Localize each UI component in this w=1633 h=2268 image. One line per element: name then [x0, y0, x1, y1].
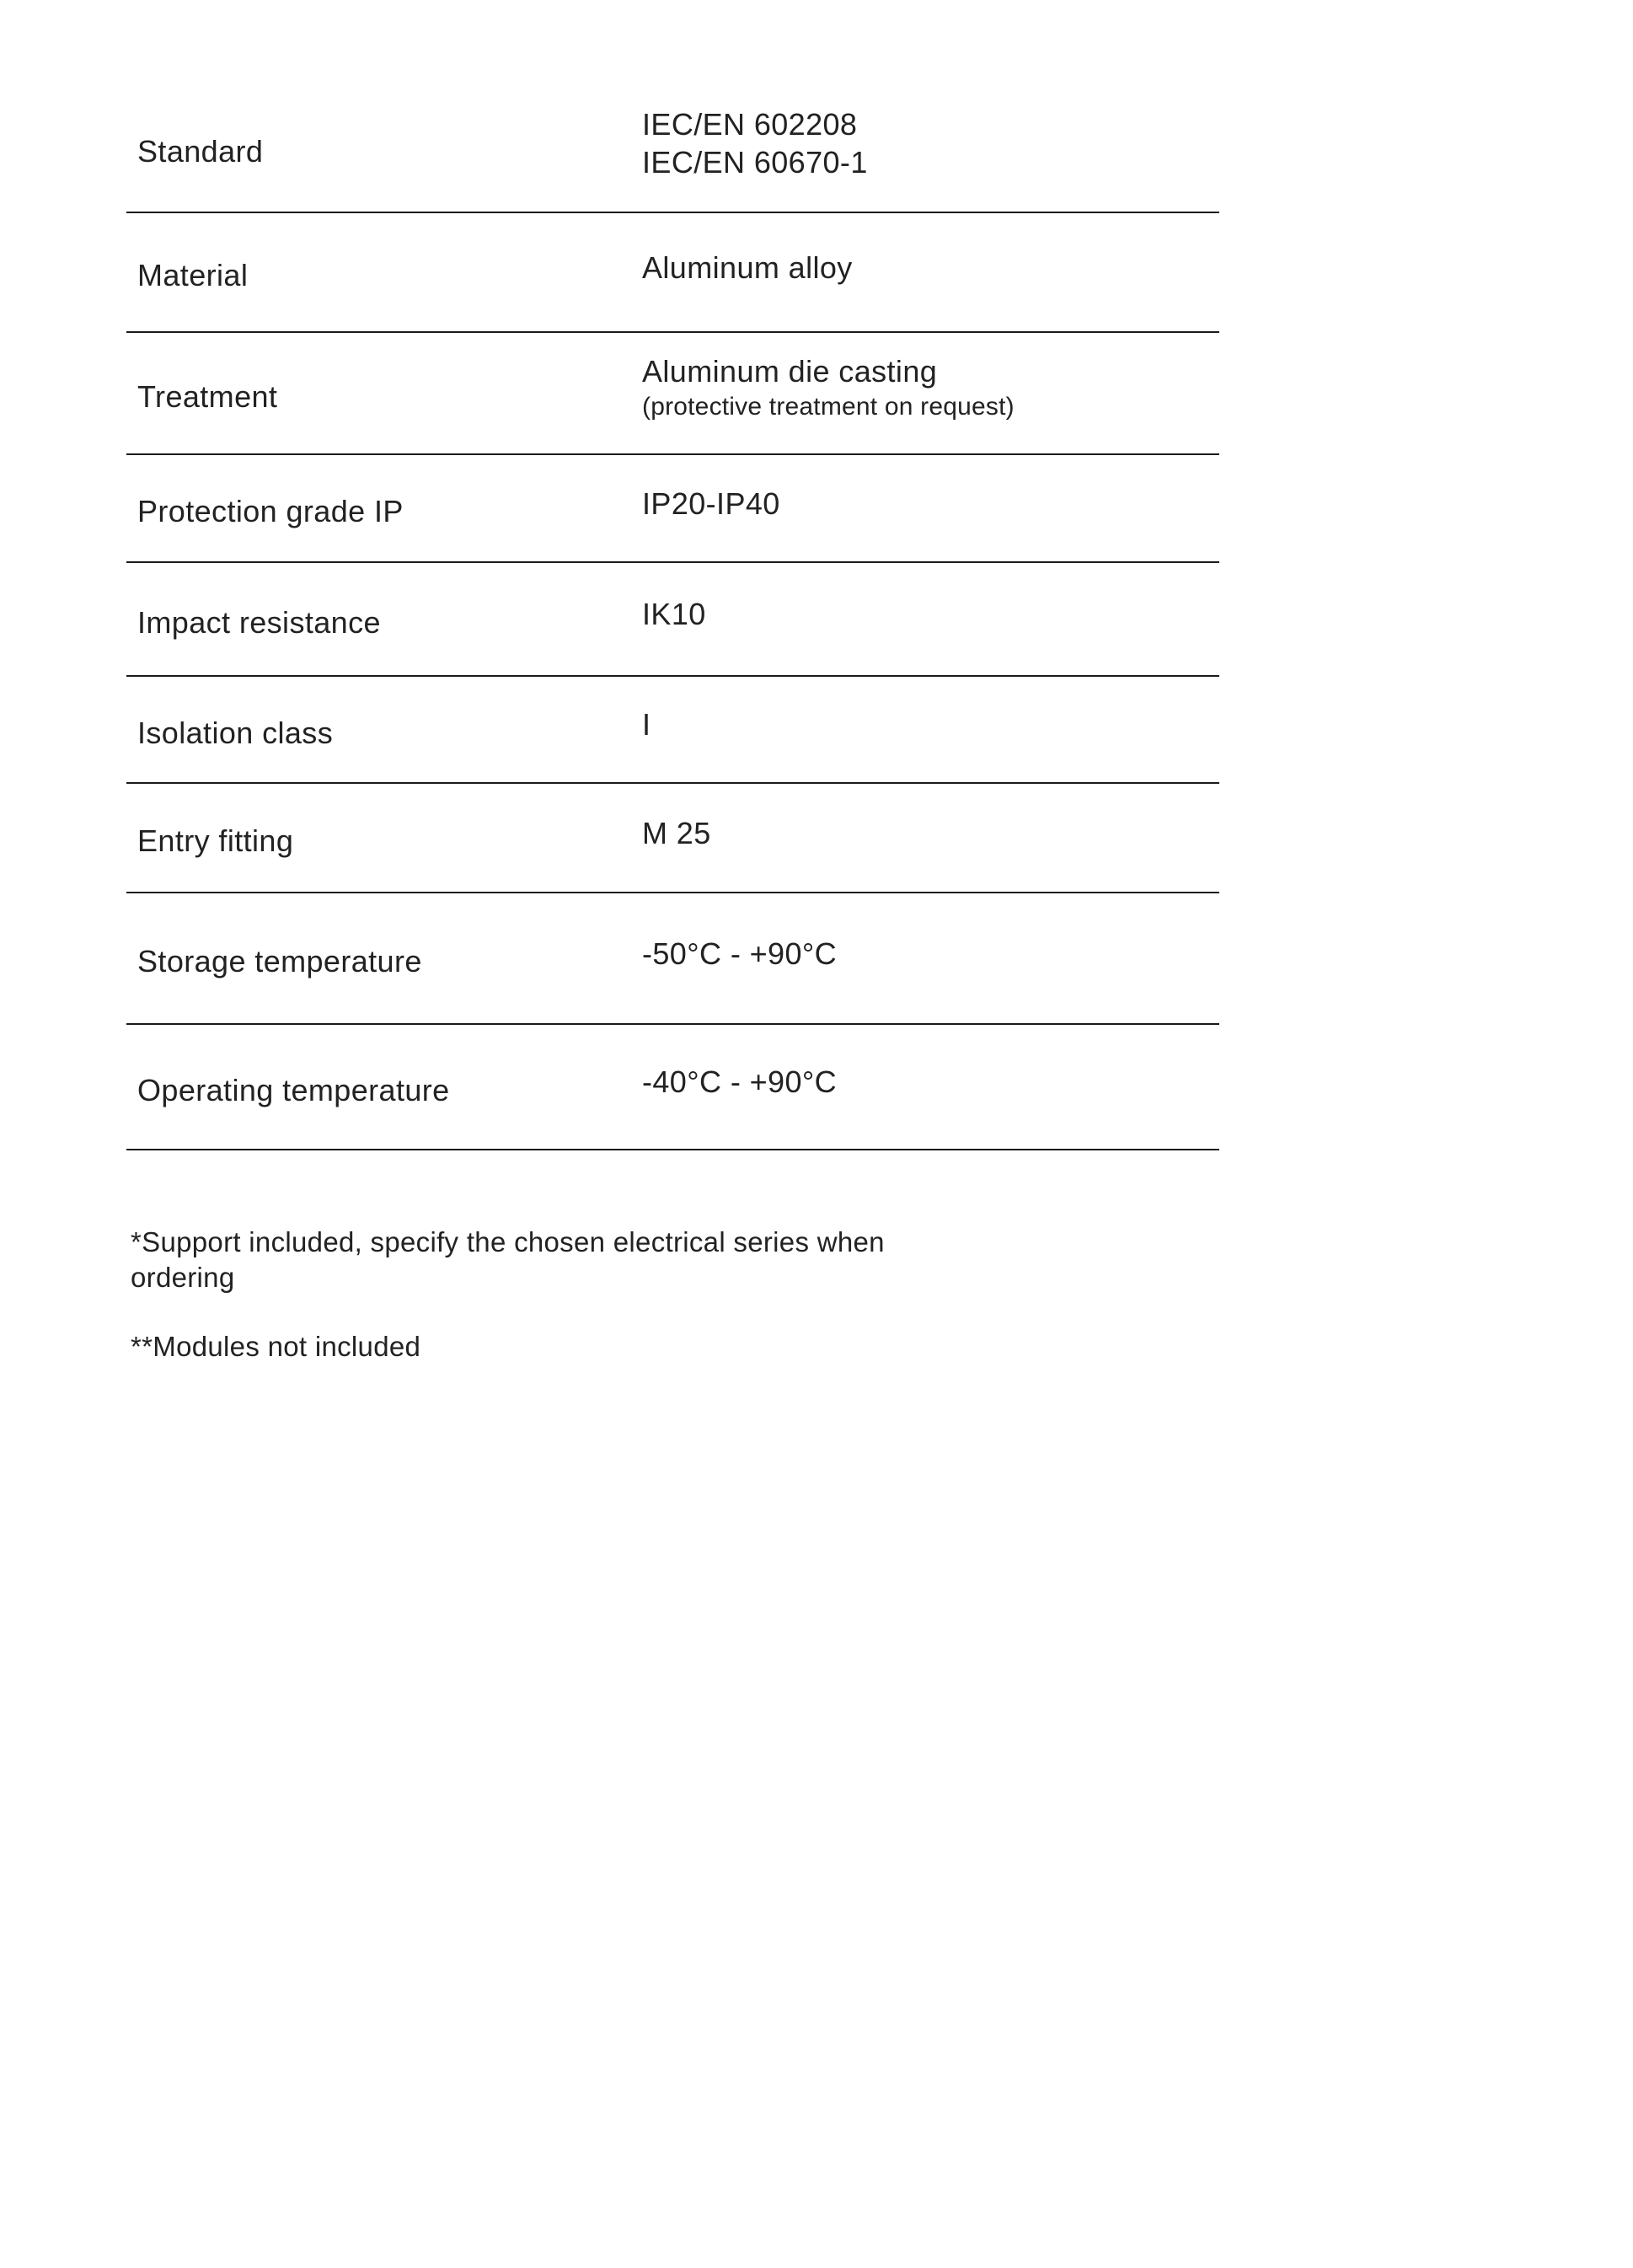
spec-row-entry-fitting — [126, 784, 1219, 893]
footnote-line: ordering — [131, 1262, 235, 1293]
spec-value-line: IP20-IP40 — [642, 485, 780, 521]
spec-row-storage-temperature — [126, 893, 1219, 1025]
spec-value — [642, 595, 1219, 633]
footnotes — [131, 1225, 973, 1365]
spec-value-line: IEC/EN 602208 — [642, 106, 858, 142]
spec-label: Entry fitting — [137, 823, 294, 858]
spec-label: Protection grade IP — [137, 494, 404, 528]
spec-table — [126, 84, 1219, 1150]
spec-value — [642, 485, 1219, 523]
spec-value-line: IEC/EN 60670-1 — [642, 144, 868, 180]
spec-row-standard — [126, 84, 1219, 213]
footnote-line: **Modules not included — [131, 1331, 421, 1362]
spec-row-protection-grade-ip — [126, 455, 1219, 563]
spec-value-note: (protective treatment on request) — [642, 393, 1015, 421]
spec-value-line: IK10 — [642, 597, 706, 631]
spec-row-isolation-class — [126, 677, 1219, 784]
footnote-line: *Support included, specify the chosen electrical series when — [131, 1226, 885, 1257]
spec-value — [642, 249, 1219, 287]
spec-label: Standard — [137, 133, 264, 169]
spec-row-impact-resistance — [126, 563, 1219, 677]
spec-label: Operating temperature — [137, 1072, 450, 1107]
spec-label: Impact resistance — [137, 604, 381, 640]
spec-row-treatment — [126, 333, 1219, 455]
spec-value-line: I — [642, 707, 651, 742]
footnote-support-included — [131, 1225, 973, 1295]
spec-label: Isolation class — [137, 715, 334, 750]
spec-value — [642, 935, 1219, 973]
spec-value — [642, 352, 1219, 424]
spec-value — [642, 1063, 1219, 1101]
spec-value-line: -40°C - +90°C — [642, 1064, 838, 1099]
spec-value-line: M 25 — [642, 815, 711, 850]
spec-label: Material — [137, 258, 249, 292]
spec-value — [642, 105, 1219, 181]
spec-value — [642, 705, 1219, 743]
spec-label: Treatment — [137, 378, 278, 414]
spec-value-line: -50°C - +90°C — [642, 936, 838, 971]
spec-row-operating-temperature — [126, 1025, 1219, 1150]
footnote-modules-not-included — [131, 1329, 973, 1365]
spec-value — [642, 814, 1219, 852]
spec-row-material — [126, 213, 1219, 333]
spec-label: Storage temperature — [137, 944, 422, 979]
spec-value-line: Aluminum alloy — [642, 249, 853, 285]
spec-value-line: Aluminum die casting — [642, 354, 938, 389]
